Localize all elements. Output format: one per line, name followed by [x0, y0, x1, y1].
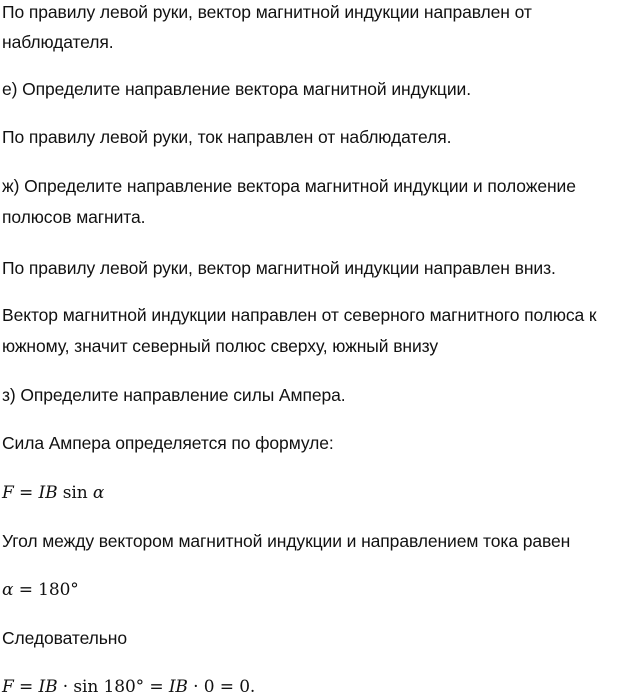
formula-equals: =: [13, 483, 39, 503]
paragraph-9: Угол между вектором магнитной индукции и направлением тока равен: [2, 531, 571, 551]
paragraph-8: Сила Ампера определяется по формуле:: [2, 433, 334, 453]
formula-sin-180: · sin 180° =: [57, 677, 169, 697]
paragraph-1-line-1: По правилу левой руки, вектор магнитной индукции направлен от: [2, 2, 532, 22]
formula-result: [2, 675, 255, 699]
question-z: з) Определите направление силы Ампера.: [2, 385, 346, 405]
paragraph-10: Следовательно: [2, 628, 127, 648]
paragraph-5: По правилу левой руки, вектор магнитной индукции направлен вниз.: [2, 258, 556, 278]
formula-symbol-ib: IB: [38, 483, 58, 503]
formula-equals: =: [13, 677, 39, 697]
formula-angle-value: = 180°: [13, 580, 79, 600]
paragraph-6-line-2: южному, значит северный полюс сверху, южный внизу: [2, 336, 439, 356]
formula-symbol-ib: IB: [38, 677, 58, 697]
formula-sin: sin: [57, 483, 93, 503]
formula-symbol-alpha: α: [92, 483, 105, 503]
formula-ampere-force: [2, 481, 104, 505]
question-e: е) Определите направление вектора магнитной индукции.: [2, 79, 471, 99]
formula-zero-result: · 0 = 0.: [187, 677, 256, 697]
formula-symbol-alpha: α: [2, 580, 14, 600]
question-zh-line-1: ж) Определите направление вектора магнитной индукции и положение: [2, 176, 576, 196]
question-zh-line-2: полюсов магнита.: [2, 207, 146, 227]
paragraph-1-line-2: наблюдателя.: [2, 32, 114, 52]
paragraph-3: По правилу левой руки, ток направлен от наблюдателя.: [2, 127, 452, 147]
formula-symbol-f: F: [2, 677, 14, 697]
paragraph-6-line-1: Вектор магнитной индукции направлен от северного магнитного полюса к: [2, 305, 597, 325]
formula-angle: [2, 578, 79, 602]
formula-symbol-ib: IB: [168, 677, 188, 697]
formula-symbol-f: F: [2, 483, 14, 503]
